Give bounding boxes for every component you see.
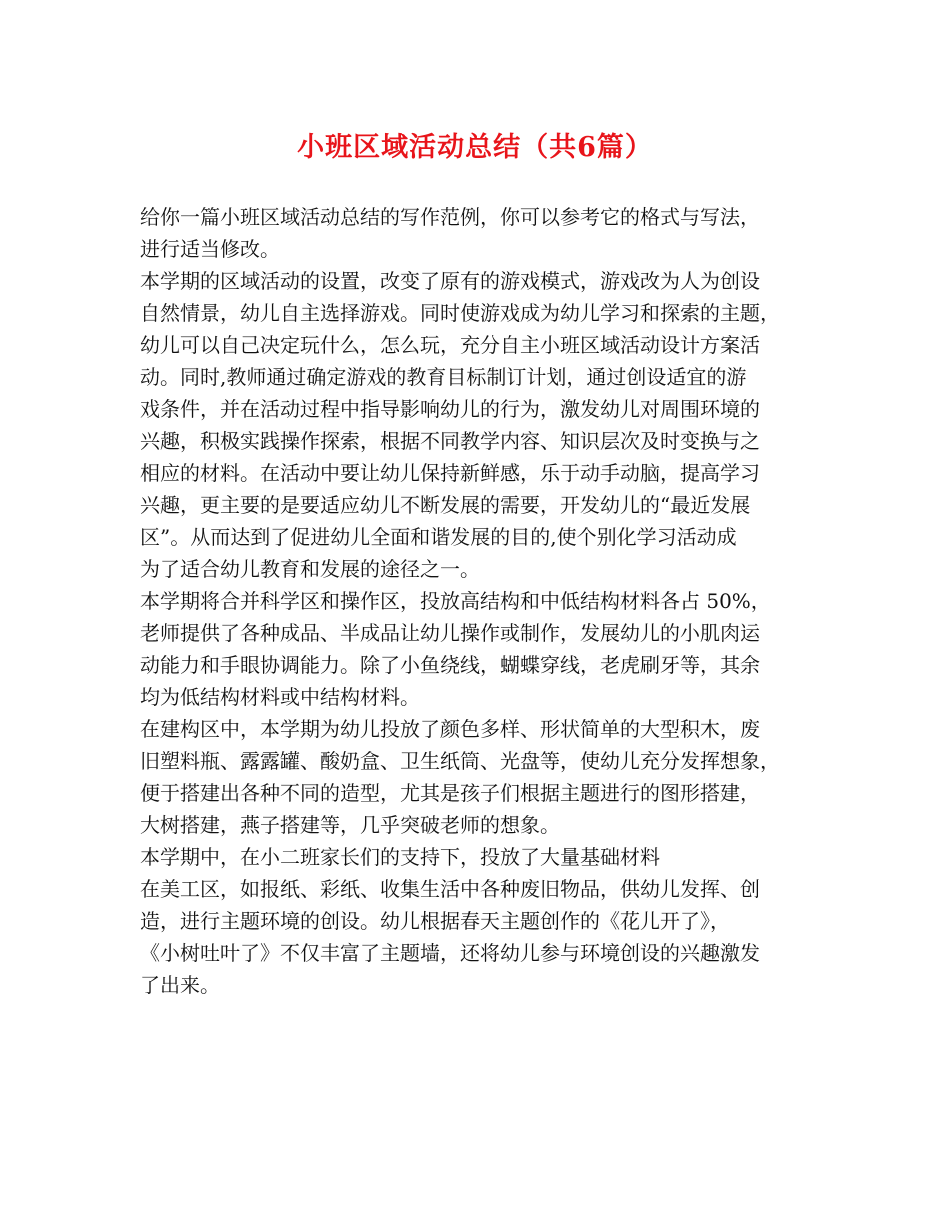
paragraph-science-operation-area: 本学期将合并科学区和操作区，投放高结构和中低结构材料各占 50%， 老师提供了各种成品、半成品让幼儿操作或制作，发展幼儿的小肌肉运 动能力和手眼协调能力。除了小鱼绕线，蝴蝶穿线，老虎刷牙等，其余 均为低结构材料或中结构材料。 (140, 589, 771, 709)
paragraph-art-area: 在美工区，如报纸、彩纸、收集生活中各种废旧物品，供幼儿发挥、创 造，进行主题环境的创设。幼儿根据春天主题创作的《花儿开了》， 《小树吐叶了》不仅丰富了主题墙，还将幼儿参与环境创设的兴趣激发 了出来。 (140, 877, 760, 997)
document-body (140, 201, 820, 1001)
paragraph-parent-support: 本学期中，在小二班家长们的支持下，投放了大量基础材料 (140, 845, 660, 869)
paragraph-construction-area: 在建构区中，本学期为幼儿投放了颜色多样、形状简单的大型积木，废 旧塑料瓶、露露罐、酸奶盒、卫生纸筒、光盘等，使幼儿充分发挥想象， 便于搭建出各种不同的造型，尤其是孩子们根据主题进行的图形搭建， 大树搭建，燕子搭建等，几乎突破老师的想象。 (140, 717, 780, 837)
paragraph-intro: 给你一篇小班区域活动总结的写作范例，你可以参考它的格式与写法， 进行适当修改。 (140, 205, 760, 261)
document-title: 小班区域活动总结（共6篇） (297, 132, 653, 163)
paragraph-area-activity-setup: 本学期的区域活动的设置，改变了原有的游戏模式，游戏改为人为创设 自然情景，幼儿自主选择游戏。同时使游戏成为幼儿学习和探索的主题， 幼儿可以自己决定玩什么，怎么玩，充分自主小班区域活动设计方案活 动。同时,教师通过确定游戏的教育目标制订计划，通过创设适宜的游 戏条件，并在活动过程中指导影响幼儿的行为，激发幼儿对周围环境的 兴趣，积极实践操作探索，根据不同教学内容、知识层次及时变换与之 相应的材料。在活动中要让幼儿保持新鲜感，乐于动手动脑，提高学习 兴趣，更主要的是要适应幼儿不断发展的需要，开发幼儿的“最近发展 区”。从而达到了促进幼儿全面和谐发展的目的,使个别化学习活动成 为了适合幼儿教育和发展的途径之一。 (140, 269, 780, 581)
